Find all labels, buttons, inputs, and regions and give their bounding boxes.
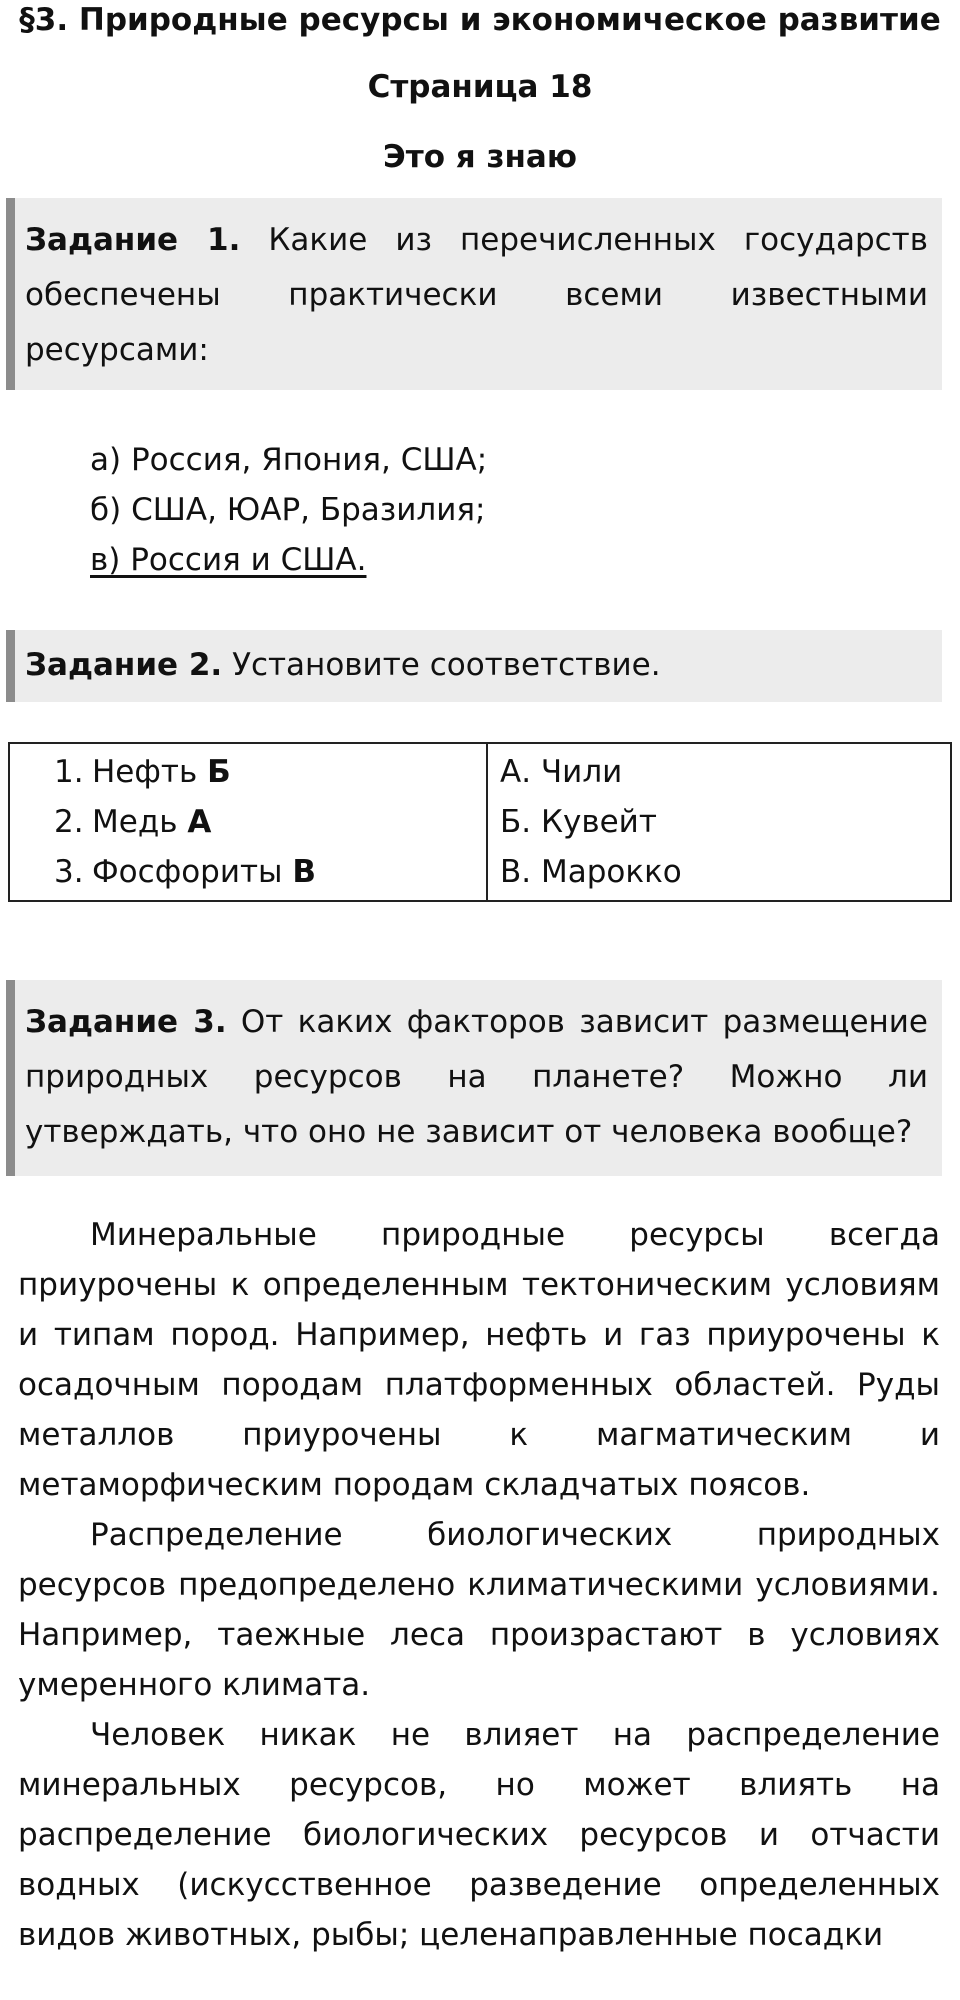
match-key-1: Б bbox=[207, 754, 231, 790]
match-text-2: Медь bbox=[92, 804, 178, 840]
answer-paragraph-1: Минеральные природные ресурсы всегда приурочены к определенным тектоническим условиям и типам пород. Например, нефть и газ приурочены к осадочным породам платформенных областей. Руды металлов приурочены к магматическим и метаморфическим породам складчатых поясов. bbox=[18, 1217, 940, 1503]
match-text-3: Фосфориты bbox=[92, 854, 283, 890]
match-num-2: 2. bbox=[54, 804, 84, 840]
match-text-1: Нефть bbox=[92, 754, 198, 790]
task3-box bbox=[6, 980, 942, 1176]
matching-table bbox=[8, 742, 952, 902]
task2-text bbox=[25, 638, 928, 693]
task3-text bbox=[25, 995, 928, 1160]
task2-label: Задание 2. bbox=[25, 647, 223, 683]
task1-option-b: б) США, ЮАР, Бразилия; bbox=[90, 492, 486, 528]
answer-paragraph-2: Распределение биологических природных ресурсов предопределено климатическими условиями. Например, таежные леса произрастают в условиях умеренного климата. bbox=[18, 1517, 940, 1703]
task1-label: Задание 1. bbox=[25, 222, 241, 258]
answer-paragraph-3: Человек никак не влияет на распределение минеральных ресурсов, но может влиять на распределение биологических ресурсов и отчасти водных (искусственное разведение определенных видов животных, рыбы; целенаправленные посадки bbox=[18, 1717, 940, 1953]
task3-answer bbox=[18, 1210, 940, 1960]
match-num-1: 1. bbox=[54, 754, 84, 790]
match-item-2 bbox=[54, 797, 474, 847]
subsection-title: Это я знаю bbox=[383, 139, 577, 175]
match-country-c: В. Марокко bbox=[500, 854, 682, 890]
match-key-3: В bbox=[292, 854, 317, 890]
matching-left-column bbox=[9, 743, 487, 901]
match-item-3 bbox=[54, 847, 474, 897]
task1-question: Какие из перечисленных государств обеспечены практически всеми известными ресурсами: bbox=[25, 222, 929, 368]
page-label: Страница 18 bbox=[367, 69, 593, 105]
section-title: §3. Природные ресурсы и экономическое развитие bbox=[19, 2, 941, 38]
task1-option-a: а) Россия, Япония, США; bbox=[90, 442, 488, 478]
task1-option-c-answer: в) Россия и США. bbox=[90, 542, 367, 578]
matching-right-column bbox=[487, 743, 951, 901]
match-num-3: 3. bbox=[54, 854, 84, 890]
task1-text bbox=[25, 213, 928, 378]
task3-label: Задание 3. bbox=[25, 1004, 227, 1040]
task3-question: От каких факторов зависит размещение природных ресурсов на планете? Можно ли утверждать, что оно не зависит от человека вообще? bbox=[25, 1004, 928, 1150]
task1-box bbox=[6, 198, 942, 390]
task2-box bbox=[6, 630, 942, 702]
match-item-1 bbox=[54, 747, 474, 797]
match-country-b: Б. Кувейт bbox=[500, 804, 657, 840]
match-key-2: А bbox=[187, 804, 212, 840]
match-country-a: А. Чили bbox=[500, 754, 623, 790]
task2-question: Установите соответствие. bbox=[232, 647, 661, 683]
task1-options bbox=[90, 435, 487, 585]
